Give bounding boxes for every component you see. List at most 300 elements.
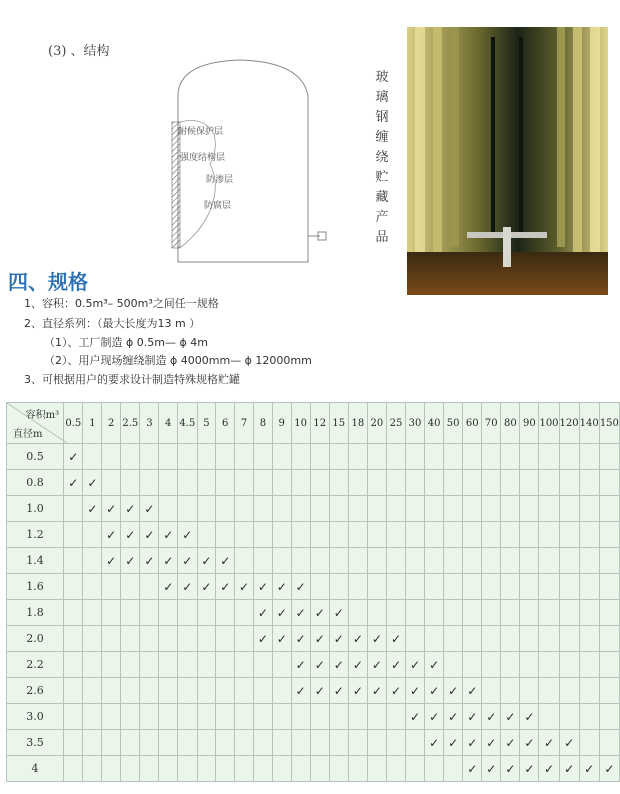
volume-column-header: 2 (102, 403, 121, 444)
table-cell (367, 444, 386, 470)
table-cell (482, 548, 501, 574)
table-cell (329, 444, 348, 470)
table-cell (539, 600, 559, 626)
table-cell (121, 704, 140, 730)
table-cell (197, 678, 216, 704)
table-cell (83, 678, 102, 704)
table-cell (579, 626, 599, 652)
table-cell (406, 548, 425, 574)
table-cell (539, 678, 559, 704)
table-cell (559, 626, 579, 652)
spec-heading: 四、规格 (8, 270, 88, 294)
table-row (7, 730, 620, 756)
volume-column-header: 4.5 (178, 403, 197, 444)
check-mark: ✓ (425, 652, 444, 678)
table-cell (64, 626, 83, 652)
table-cell (559, 652, 579, 678)
table-cell (599, 496, 619, 522)
table-cell (235, 522, 254, 548)
table-cell (216, 756, 235, 782)
table-cell (159, 756, 178, 782)
product-photo (407, 27, 608, 295)
spec-table (6, 402, 620, 782)
table-cell (520, 470, 539, 496)
table-cell (444, 444, 463, 470)
table-cell (463, 626, 482, 652)
check-mark: ✓ (159, 574, 178, 600)
check-mark: ✓ (348, 678, 367, 704)
check-mark: ✓ (463, 704, 482, 730)
table-cell (291, 522, 310, 548)
layer-label: 耐候保护层 (178, 127, 224, 137)
table-cell (463, 574, 482, 600)
table-cell (501, 548, 520, 574)
table-cell (102, 470, 121, 496)
check-mark: ✓ (140, 496, 159, 522)
table-cell (463, 522, 482, 548)
table-cell (102, 704, 121, 730)
table-cell (310, 496, 329, 522)
table-cell (102, 626, 121, 652)
table-cell (539, 496, 559, 522)
table-cell (501, 600, 520, 626)
table-cell (501, 678, 520, 704)
check-mark: ✓ (425, 678, 444, 704)
table-cell (559, 548, 579, 574)
table-cell (579, 548, 599, 574)
structure-title: (3) 、结构 (48, 44, 110, 59)
table-cell (159, 470, 178, 496)
table-cell (406, 600, 425, 626)
caption-char: 绕 (375, 150, 389, 165)
caption-char: 璃 (375, 90, 389, 105)
table-cell (64, 678, 83, 704)
table-cell (235, 444, 254, 470)
check-mark: ✓ (291, 574, 310, 600)
check-mark: ✓ (102, 522, 121, 548)
table-cell (291, 756, 310, 782)
table-cell (367, 496, 386, 522)
table-cell (178, 470, 197, 496)
table-cell (197, 470, 216, 496)
table-cell (235, 756, 254, 782)
caption-char: 缠 (375, 130, 389, 145)
table-cell (121, 600, 140, 626)
check-mark: ✓ (253, 574, 272, 600)
volume-diameter-table (6, 402, 620, 782)
table-cell (367, 548, 386, 574)
table-cell (121, 444, 140, 470)
check-mark: ✓ (121, 548, 140, 574)
table-cell (386, 600, 405, 626)
table-cell (425, 522, 444, 548)
check-mark: ✓ (140, 522, 159, 548)
table-cell (216, 496, 235, 522)
table-cell (272, 444, 291, 470)
diameter-row-label: 1.8 (7, 600, 64, 626)
table-cell (272, 678, 291, 704)
check-mark: ✓ (310, 678, 329, 704)
table-cell (482, 626, 501, 652)
table-cell (329, 730, 348, 756)
table-cell (444, 574, 463, 600)
diameter-row-label: 2.2 (7, 652, 64, 678)
table-cell (64, 548, 83, 574)
check-mark: ✓ (310, 626, 329, 652)
volume-column-header: 1 (83, 403, 102, 444)
table-cell (520, 678, 539, 704)
table-cell (83, 600, 102, 626)
table-cell (310, 444, 329, 470)
check-mark: ✓ (444, 730, 463, 756)
check-mark: ✓ (539, 756, 559, 782)
table-row (7, 548, 620, 574)
layer-label: 防腐层 (204, 201, 232, 211)
caption-char: 品 (375, 230, 389, 245)
table-cell (310, 522, 329, 548)
check-mark: ✓ (425, 704, 444, 730)
volume-column-header: 5 (197, 403, 216, 444)
table-cell (444, 496, 463, 522)
table-cell (235, 470, 254, 496)
volume-column-header: 60 (463, 403, 482, 444)
check-mark: ✓ (291, 600, 310, 626)
check-mark: ✓ (482, 756, 501, 782)
table-cell (159, 600, 178, 626)
table-cell (425, 548, 444, 574)
table-cell (291, 496, 310, 522)
check-mark: ✓ (482, 730, 501, 756)
table-cell (501, 652, 520, 678)
table-cell (253, 444, 272, 470)
table-cell (444, 522, 463, 548)
tank-structure-diagram (160, 56, 360, 266)
table-cell (539, 548, 559, 574)
table-row (7, 496, 620, 522)
volume-column-header: 2.5 (121, 403, 140, 444)
table-cell (579, 444, 599, 470)
check-mark: ✓ (291, 626, 310, 652)
table-cell (64, 600, 83, 626)
check-mark: ✓ (329, 626, 348, 652)
table-cell (599, 652, 619, 678)
table-cell (235, 626, 254, 652)
table-cell (178, 678, 197, 704)
check-mark: ✓ (64, 470, 83, 496)
table-cell (406, 756, 425, 782)
check-mark: ✓ (367, 652, 386, 678)
layer-label: 防渗层 (206, 175, 234, 185)
volume-column-header: 7 (235, 403, 254, 444)
table-cell (482, 652, 501, 678)
table-cell (310, 730, 329, 756)
table-cell (579, 704, 599, 730)
volume-column-header: 6 (216, 403, 235, 444)
table-cell (501, 626, 520, 652)
check-mark: ✓ (253, 626, 272, 652)
table-cell (197, 756, 216, 782)
table-cell (406, 730, 425, 756)
table-cell (140, 444, 159, 470)
spec-line: 1、容积：0.5m³– 500m³之间任一规格 (24, 297, 219, 310)
check-mark: ✓ (159, 548, 178, 574)
table-cell (102, 444, 121, 470)
table-cell (83, 652, 102, 678)
table-cell (83, 756, 102, 782)
photo-caption (372, 68, 392, 248)
table-cell (64, 756, 83, 782)
check-mark: ✓ (386, 678, 405, 704)
table-cell (444, 652, 463, 678)
table-cell (482, 600, 501, 626)
table-cell (159, 496, 178, 522)
caption-char: 玻 (375, 70, 389, 85)
table-cell (178, 496, 197, 522)
check-mark: ✓ (463, 730, 482, 756)
volume-column-header: 120 (559, 403, 579, 444)
table-cell (599, 678, 619, 704)
table-cell (348, 522, 367, 548)
table-cell (197, 626, 216, 652)
table-cell (482, 522, 501, 548)
check-mark: ✓ (272, 600, 291, 626)
check-mark: ✓ (501, 730, 520, 756)
table-cell (140, 678, 159, 704)
table-cell (406, 444, 425, 470)
table-cell (83, 444, 102, 470)
table-cell (235, 678, 254, 704)
check-mark: ✓ (197, 574, 216, 600)
check-mark: ✓ (406, 704, 425, 730)
check-mark: ✓ (197, 548, 216, 574)
table-cell (329, 496, 348, 522)
volume-column-header: 30 (406, 403, 425, 444)
table-cell (520, 522, 539, 548)
check-mark: ✓ (329, 600, 348, 626)
diameter-row-label: 1.2 (7, 522, 64, 548)
table-cell (178, 626, 197, 652)
table-cell (329, 470, 348, 496)
table-header-row (7, 403, 620, 444)
table-cell (348, 470, 367, 496)
check-mark: ✓ (121, 496, 140, 522)
table-cell (83, 704, 102, 730)
table-cell (253, 548, 272, 574)
layer-label: 强度结构层 (180, 153, 226, 163)
volume-column-header: 150 (599, 403, 619, 444)
check-mark: ✓ (310, 600, 329, 626)
table-cell (121, 574, 140, 600)
volume-column-header: 20 (367, 403, 386, 444)
check-mark: ✓ (482, 704, 501, 730)
table-cell (216, 704, 235, 730)
table-row (7, 652, 620, 678)
table-cell (559, 470, 579, 496)
caption-char: 贮 (375, 170, 389, 185)
table-cell (216, 600, 235, 626)
table-cell (140, 574, 159, 600)
table-cell (159, 652, 178, 678)
check-mark: ✓ (272, 626, 291, 652)
table-cell (520, 626, 539, 652)
table-cell (386, 756, 405, 782)
spec-line: （2）、用户现场缠绕制造 ϕ 4000mm— ϕ 12000mm (44, 354, 312, 367)
table-cell (463, 652, 482, 678)
table-cell (83, 548, 102, 574)
table-cell (599, 522, 619, 548)
diameter-row-label: 2.6 (7, 678, 64, 704)
table-cell (140, 730, 159, 756)
table-cell (253, 652, 272, 678)
table-cell (102, 574, 121, 600)
table-cell (102, 600, 121, 626)
check-mark: ✓ (83, 496, 102, 522)
table-cell (197, 600, 216, 626)
table-cell (272, 756, 291, 782)
volume-column-header: 0.5 (64, 403, 83, 444)
table-cell (599, 730, 619, 756)
table-cell (559, 704, 579, 730)
volume-column-header: 12 (310, 403, 329, 444)
volume-column-header: 140 (579, 403, 599, 444)
check-mark: ✓ (64, 444, 83, 470)
table-cell (216, 730, 235, 756)
table-cell (367, 730, 386, 756)
volume-column-header: 80 (501, 403, 520, 444)
table-cell (216, 626, 235, 652)
check-mark: ✓ (291, 678, 310, 704)
table-cell (406, 522, 425, 548)
table-cell (64, 652, 83, 678)
table-cell (216, 522, 235, 548)
table-cell (329, 574, 348, 600)
check-mark: ✓ (216, 574, 235, 600)
caption-char: 产 (375, 210, 389, 225)
table-cell (121, 626, 140, 652)
check-mark: ✓ (348, 626, 367, 652)
table-cell (253, 496, 272, 522)
check-mark: ✓ (386, 626, 405, 652)
table-cell (348, 574, 367, 600)
volume-column-header: 100 (539, 403, 559, 444)
check-mark: ✓ (178, 548, 197, 574)
table-cell (539, 652, 559, 678)
table-cell (235, 652, 254, 678)
check-mark: ✓ (121, 522, 140, 548)
table-cell (520, 496, 539, 522)
table-cell (64, 522, 83, 548)
check-mark: ✓ (599, 756, 619, 782)
table-cell (539, 470, 559, 496)
table-cell (178, 704, 197, 730)
table-cell (463, 470, 482, 496)
check-mark: ✓ (520, 756, 539, 782)
table-cell (178, 756, 197, 782)
table-cell (272, 704, 291, 730)
check-mark: ✓ (178, 522, 197, 548)
check-mark: ✓ (406, 652, 425, 678)
table-cell (559, 496, 579, 522)
table-cell (329, 522, 348, 548)
table-cell (599, 626, 619, 652)
table-cell (348, 730, 367, 756)
check-mark: ✓ (425, 730, 444, 756)
table-cell (463, 548, 482, 574)
table-cell (482, 574, 501, 600)
diameter-row-label: 1.4 (7, 548, 64, 574)
volume-column-header: 4 (159, 403, 178, 444)
diameter-row-label: 3.0 (7, 704, 64, 730)
table-cell (386, 730, 405, 756)
table-cell (386, 574, 405, 600)
table-cell (121, 652, 140, 678)
table-cell (425, 626, 444, 652)
table-cell (425, 470, 444, 496)
table-cell (386, 522, 405, 548)
table-cell (482, 470, 501, 496)
table-cell (501, 522, 520, 548)
table-cell (272, 652, 291, 678)
table-cell (539, 704, 559, 730)
table-cell (367, 470, 386, 496)
table-cell (159, 678, 178, 704)
table-cell (64, 496, 83, 522)
table-cell (197, 444, 216, 470)
check-mark: ✓ (83, 470, 102, 496)
check-mark: ✓ (559, 730, 579, 756)
table-cell (599, 600, 619, 626)
check-mark: ✓ (272, 574, 291, 600)
table-cell (178, 730, 197, 756)
table-row (7, 704, 620, 730)
check-mark: ✓ (102, 496, 121, 522)
table-cell (121, 470, 140, 496)
table-cell (599, 548, 619, 574)
check-mark: ✓ (140, 548, 159, 574)
table-cell (599, 704, 619, 730)
check-mark: ✓ (501, 704, 520, 730)
table-corner (7, 403, 64, 444)
volume-column-header: 40 (425, 403, 444, 444)
table-cell (310, 756, 329, 782)
table-cell (291, 730, 310, 756)
table-cell (83, 730, 102, 756)
table-cell (520, 574, 539, 600)
check-mark: ✓ (253, 600, 272, 626)
table-cell (178, 600, 197, 626)
table-cell (539, 522, 559, 548)
table-cell (140, 626, 159, 652)
table-cell (121, 678, 140, 704)
table-cell (197, 730, 216, 756)
table-cell (520, 600, 539, 626)
check-mark: ✓ (159, 522, 178, 548)
table-cell (121, 730, 140, 756)
table-cell (235, 548, 254, 574)
table-cell (216, 470, 235, 496)
table-cell (140, 470, 159, 496)
table-cell (253, 704, 272, 730)
table-cell (367, 574, 386, 600)
table-cell (444, 600, 463, 626)
diameter-row-label: 3.5 (7, 730, 64, 756)
table-cell (579, 652, 599, 678)
table-cell (406, 574, 425, 600)
table-row (7, 756, 620, 782)
table-cell (579, 522, 599, 548)
table-cell (386, 444, 405, 470)
table-cell (140, 756, 159, 782)
